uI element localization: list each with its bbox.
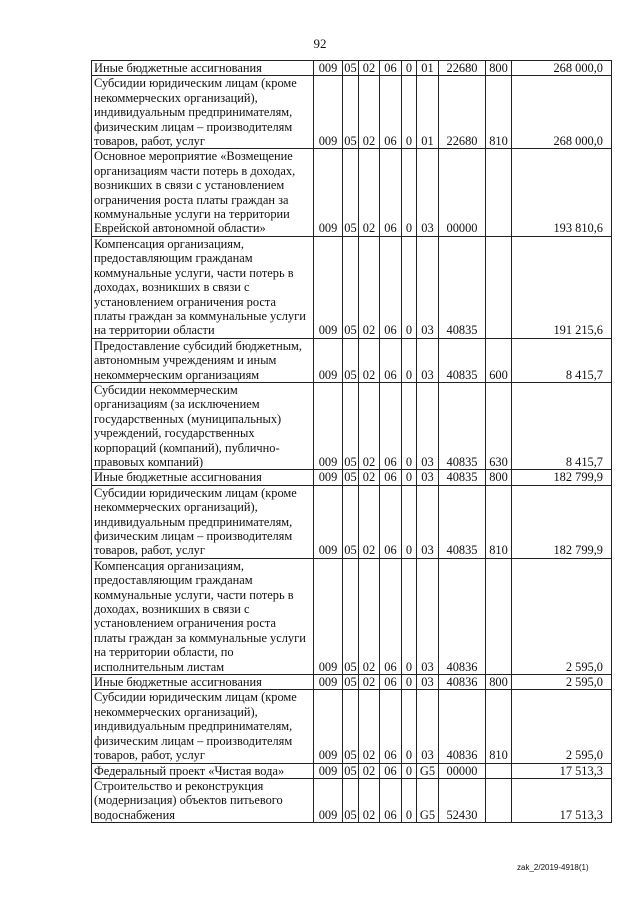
direction-code: 52430 xyxy=(439,778,486,822)
subsection-code: 02 xyxy=(359,61,380,76)
amount: 2 595,0 xyxy=(512,558,612,674)
expense-type-code: 810 xyxy=(486,76,512,149)
event-code: 03 xyxy=(417,382,439,469)
page-number: 92 xyxy=(313,36,327,51)
amount: 182 799,9 xyxy=(512,470,612,485)
direction-code: 40835 xyxy=(439,485,486,558)
subsection-code: 02 xyxy=(359,382,380,469)
amount: 268 000,0 xyxy=(512,61,612,76)
event-code: 03 xyxy=(417,485,439,558)
row-name: Основное мероприятие «Возмещение организациям части потерь в доходах, возникших в связи с установлением ограничения роста платы граждан за коммунальные услуги на территории Еврейской автономной области» xyxy=(92,149,314,236)
row-name: Иные бюджетные ассигнования xyxy=(92,675,314,690)
row-name: Компенсация организациям, предоставляющим гражданам коммунальные услуги, части потерь в доходах, возникших в связи с установлением ограничения роста платы граждан за коммунальные услуги на территории области, по исполнительным листам xyxy=(92,558,314,674)
program-code: 06 xyxy=(380,149,402,236)
budget-table xyxy=(91,60,612,823)
ministry-code: 009 xyxy=(314,338,343,382)
subprogram-code: 0 xyxy=(402,338,417,382)
section-code: 05 xyxy=(343,690,359,763)
program-code: 06 xyxy=(380,470,402,485)
subprogram-code: 0 xyxy=(402,763,417,778)
table-row xyxy=(92,338,612,382)
table-row xyxy=(92,149,612,236)
row-name: Субсидии некоммерческим организациям (за исключением государственных (муниципальных) учреждений, государственных корпораций (компаний), публично-правовых компаний) xyxy=(92,382,314,469)
expense-type-code xyxy=(486,778,512,822)
program-code: 06 xyxy=(380,236,402,338)
table-row xyxy=(92,675,612,690)
direction-code: 40835 xyxy=(439,338,486,382)
amount: 8 415,7 xyxy=(512,338,612,382)
row-name: Иные бюджетные ассигнования xyxy=(92,61,314,76)
program-code: 06 xyxy=(380,690,402,763)
amount: 17 513,3 xyxy=(512,763,612,778)
row-name: Строительство и реконструкция (модернизация) объектов питьевого водоснабжения xyxy=(92,778,314,822)
program-code: 06 xyxy=(380,76,402,149)
table-row xyxy=(92,763,612,778)
subsection-code: 02 xyxy=(359,763,380,778)
ministry-code: 009 xyxy=(314,61,343,76)
ministry-code: 009 xyxy=(314,470,343,485)
subsection-code: 02 xyxy=(359,236,380,338)
row-name: Субсидии юридическим лицам (кроме некоммерческих организаций), индивидуальным предпринимателям, физическим лицам – производителям товаров, работ, услуг xyxy=(92,485,314,558)
program-code: 06 xyxy=(380,338,402,382)
program-code: 06 xyxy=(380,763,402,778)
direction-code: 40835 xyxy=(439,470,486,485)
amount: 193 810,6 xyxy=(512,149,612,236)
ministry-code: 009 xyxy=(314,76,343,149)
program-code: 06 xyxy=(380,485,402,558)
ministry-code: 009 xyxy=(314,485,343,558)
direction-code: 40836 xyxy=(439,558,486,674)
direction-code: 40836 xyxy=(439,675,486,690)
event-code: 03 xyxy=(417,149,439,236)
row-name: Федеральный проект «Чистая вода» xyxy=(92,763,314,778)
ministry-code: 009 xyxy=(314,690,343,763)
section-code: 05 xyxy=(343,76,359,149)
ministry-code: 009 xyxy=(314,236,343,338)
table-row xyxy=(92,61,612,76)
expense-type-code: 600 xyxy=(486,338,512,382)
subprogram-code: 0 xyxy=(402,61,417,76)
event-code: 03 xyxy=(417,558,439,674)
expense-type-code: 630 xyxy=(486,382,512,469)
subsection-code: 02 xyxy=(359,778,380,822)
section-code: 05 xyxy=(343,778,359,822)
subprogram-code: 0 xyxy=(402,76,417,149)
expense-type-code xyxy=(486,558,512,674)
event-code: G5 xyxy=(417,763,439,778)
amount: 8 415,7 xyxy=(512,382,612,469)
subprogram-code: 0 xyxy=(402,675,417,690)
section-code: 05 xyxy=(343,485,359,558)
expense-type-code: 810 xyxy=(486,690,512,763)
section-code: 05 xyxy=(344,763,357,778)
event-code: 03 xyxy=(417,236,439,338)
direction-code: 22680 xyxy=(439,76,486,149)
event-code: 01 xyxy=(417,76,439,149)
subsection-code: 02 xyxy=(359,470,380,485)
program-code: 06 xyxy=(380,558,402,674)
section-code: 05 xyxy=(343,382,359,469)
subsection-code: 02 xyxy=(359,675,380,690)
program-code: 06 xyxy=(380,61,402,76)
expense-type-code: 800 xyxy=(486,470,512,485)
table-row xyxy=(92,485,612,558)
event-code: G5 xyxy=(417,778,439,822)
event-code: 03 xyxy=(417,690,439,763)
direction-code: 22680 xyxy=(439,61,486,76)
subsection-code: 02 xyxy=(359,485,380,558)
amount: 182 799,9 xyxy=(512,485,612,558)
expense-type-code xyxy=(486,236,512,338)
section-code: 05 xyxy=(343,236,359,338)
subsection-code: 02 xyxy=(359,338,380,382)
section-code: 05 xyxy=(344,61,357,75)
event-code: 03 xyxy=(417,470,439,485)
program-code: 06 xyxy=(380,778,402,822)
subprogram-code: 0 xyxy=(402,382,417,469)
section-code: 05 xyxy=(344,470,357,485)
direction-code: 40836 xyxy=(439,690,486,763)
subsection-code: 02 xyxy=(359,76,380,149)
event-code: 01 xyxy=(417,61,439,76)
subsection-code: 02 xyxy=(359,690,380,763)
section-code: 05 xyxy=(343,149,359,236)
row-name: Субсидии юридическим лицам (кроме некоммерческих организаций), индивидуальным предпринимателям, физическим лицам – производителям товаров, работ, услуг xyxy=(92,690,314,763)
expense-type-code: 800 xyxy=(486,675,512,690)
expense-type-code: 810 xyxy=(486,485,512,558)
row-name: Иные бюджетные ассигнования xyxy=(92,470,314,485)
ministry-code: 009 xyxy=(314,763,343,778)
table-row xyxy=(92,690,612,763)
direction-code: 40835 xyxy=(439,382,486,469)
document-reference: zak_2/2019-4918(1) xyxy=(517,863,589,872)
ministry-code: 009 xyxy=(314,778,343,822)
amount: 2 595,0 xyxy=(512,690,612,763)
table-row xyxy=(92,382,612,469)
expense-type-code: 800 xyxy=(486,61,512,76)
section-code: 05 xyxy=(343,338,359,382)
direction-code: 00000 xyxy=(439,763,486,778)
direction-code: 00000 xyxy=(439,149,486,236)
amount: 268 000,0 xyxy=(512,76,612,149)
subprogram-code: 0 xyxy=(402,485,417,558)
event-code: 03 xyxy=(417,338,439,382)
subprogram-code: 0 xyxy=(402,236,417,338)
program-code: 06 xyxy=(380,675,402,690)
table-row xyxy=(92,236,612,338)
section-code: 05 xyxy=(343,558,359,674)
program-code: 06 xyxy=(380,382,402,469)
subprogram-code: 0 xyxy=(402,690,417,763)
ministry-code: 009 xyxy=(314,382,343,469)
amount: 17 513,3 xyxy=(512,778,612,822)
table-row xyxy=(92,558,612,674)
table-row xyxy=(92,470,612,485)
expense-type-code xyxy=(486,149,512,236)
subsection-code: 02 xyxy=(359,558,380,674)
amount: 2 595,0 xyxy=(512,675,612,690)
subprogram-code: 0 xyxy=(402,149,417,236)
subprogram-code: 0 xyxy=(402,470,417,485)
amount: 191 215,6 xyxy=(512,236,612,338)
row-name: Субсидии юридическим лицам (кроме некоммерческих организаций), индивидуальным предпринимателям, физическим лицам – производителям товаров, работ, услуг xyxy=(92,76,314,149)
direction-code: 40835 xyxy=(439,236,486,338)
subprogram-code: 0 xyxy=(402,558,417,674)
ministry-code: 009 xyxy=(314,149,343,236)
section-code: 05 xyxy=(344,675,357,690)
table-row xyxy=(92,76,612,149)
subprogram-code: 0 xyxy=(402,778,417,822)
expense-type-code xyxy=(486,763,512,778)
table-row xyxy=(92,778,612,822)
ministry-code: 009 xyxy=(314,675,343,690)
event-code: 03 xyxy=(417,675,439,690)
subsection-code: 02 xyxy=(359,149,380,236)
row-name: Предоставление субсидий бюджетным, автономным учреждениям и иным некоммерческим организациям xyxy=(92,338,314,382)
ministry-code: 009 xyxy=(314,558,343,674)
row-name: Компенсация организациям, предоставляющим гражданам коммунальные услуги, части потерь в доходах, возникших в связи с установлением ограничения роста платы граждан за коммунальные услуги на территории области xyxy=(92,236,314,338)
